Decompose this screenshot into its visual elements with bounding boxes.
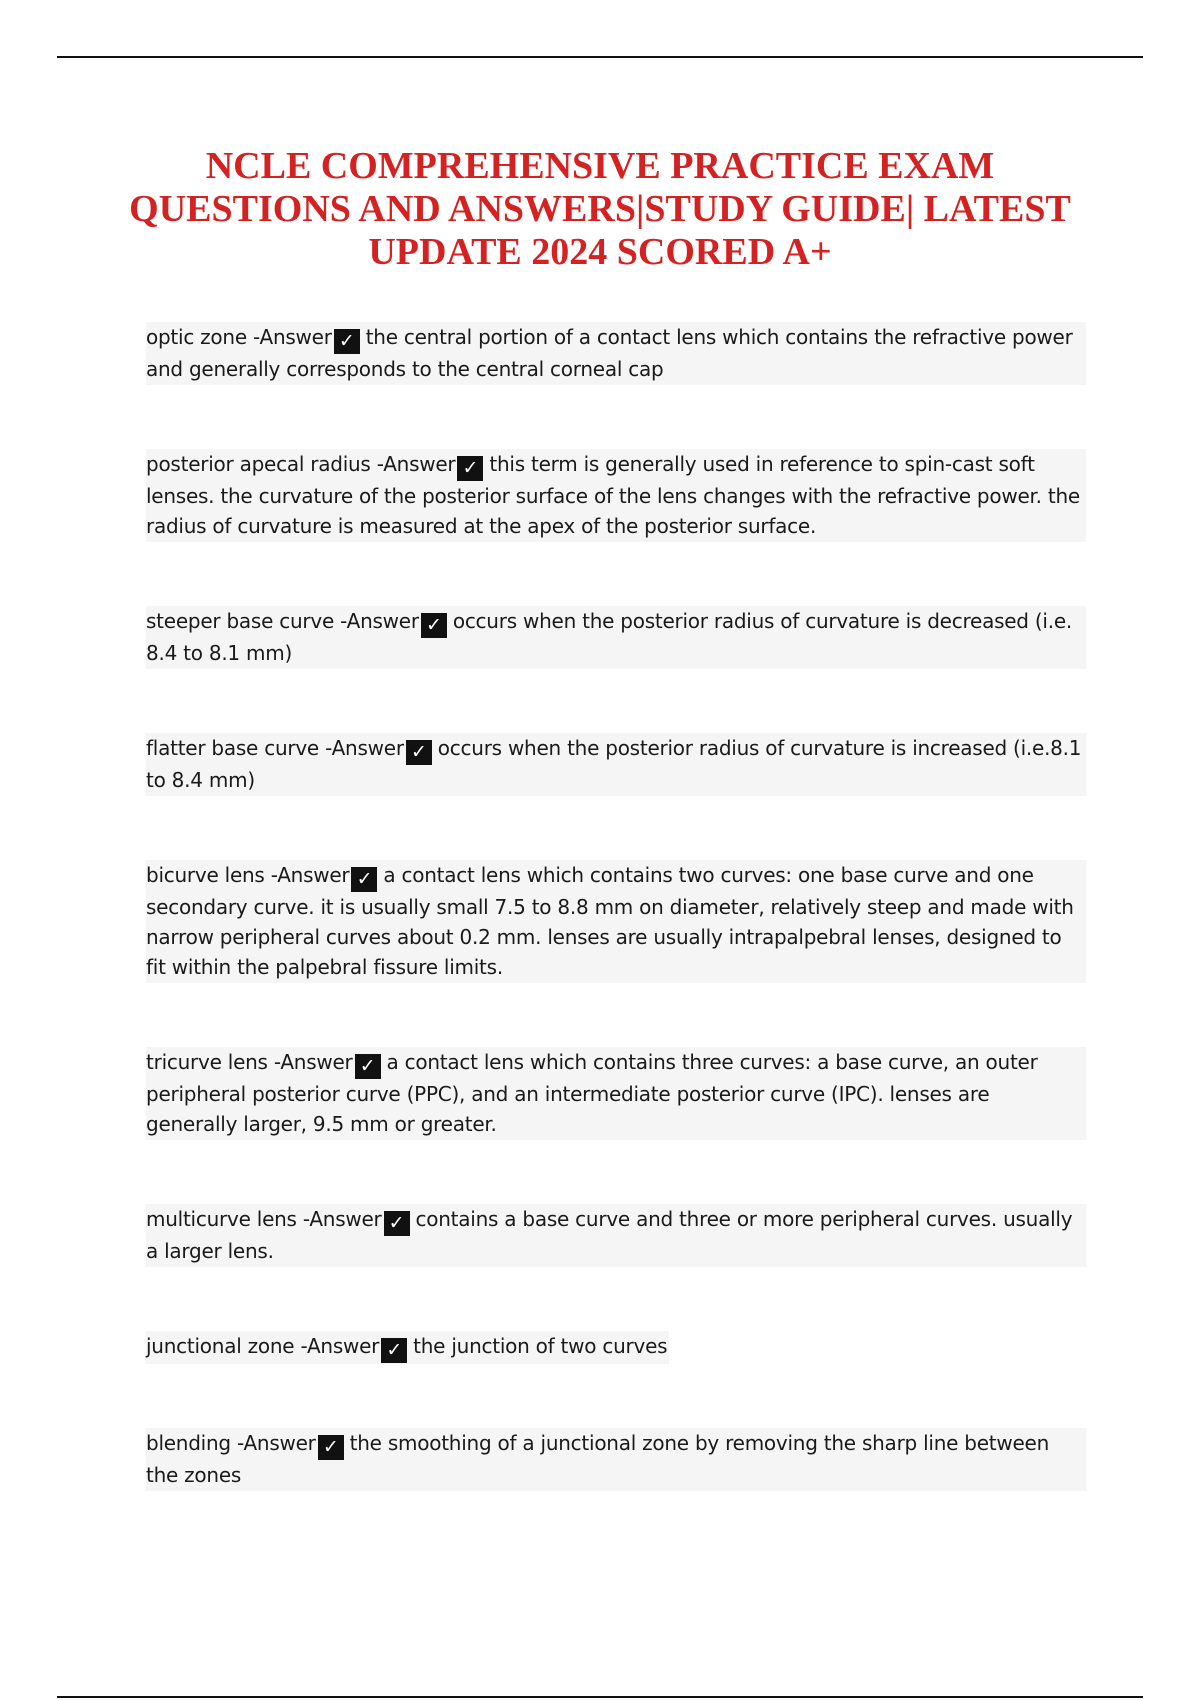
flashcard-entry — [146, 1047, 1086, 1140]
entry-term: flatter base curve -Answer — [146, 736, 404, 760]
entry-definition: a contact lens which contains three curves: a base curve, an outer peripheral posterior curve (PPC), and an intermediate posterior curve (IPC). lenses are generally larger, 9.5 mm or greater. — [146, 1050, 1038, 1136]
entry-definition: the junction of two curves — [413, 1334, 668, 1358]
flashcard-entry — [146, 449, 1086, 542]
entry-term: junctional zone -Answer — [146, 1334, 380, 1358]
title-line-1: NCLE COMPREHENSIVE PRACTICE EXAM — [205, 145, 995, 187]
top-rule — [57, 56, 1143, 58]
entry-definition: occurs when the posterior radius of curvature is increased (i.e.8.1 to 8.4 mm) — [146, 736, 1082, 792]
entry-term: steeper base curve -Answer — [146, 609, 419, 633]
checkbox-checked-icon: ✓ — [384, 1211, 410, 1236]
checkbox-checked-icon: ✓ — [355, 1054, 381, 1079]
entry-definition: the central portion of a contact lens which contains the refractive power and generally corresponds to the central corneal cap — [146, 325, 1073, 381]
flashcard-list — [146, 322, 1086, 1491]
flashcard-entry — [146, 606, 1086, 669]
checkbox-checked-icon: ✓ — [351, 867, 377, 892]
entry-term: tricurve lens -Answer — [146, 1050, 353, 1074]
checkbox-checked-icon: ✓ — [334, 329, 360, 354]
checkbox-checked-icon: ✓ — [421, 613, 447, 638]
entry-term: posterior apecal radius -Answer — [146, 452, 456, 476]
entry-definition: occurs when the posterior radius of curvature is decreased (i.e. 8.4 to 8.1 mm) — [146, 609, 1072, 665]
entry-term: bicurve lens -Answer — [146, 863, 350, 887]
flashcard-entry — [146, 322, 1086, 385]
checkbox-checked-icon: ✓ — [406, 740, 432, 765]
flashcard-entry — [146, 1331, 1086, 1364]
document-title — [100, 145, 1100, 274]
entry-definition: contains a base curve and three or more peripheral curves. usually a larger lens. — [146, 1207, 1073, 1263]
flashcard-entry — [146, 860, 1086, 983]
bottom-rule — [57, 1696, 1143, 1698]
flashcard-entry — [146, 733, 1086, 796]
flashcard-entry — [146, 1204, 1086, 1267]
checkbox-checked-icon: ✓ — [381, 1338, 407, 1363]
checkbox-checked-icon: ✓ — [457, 456, 483, 481]
checkbox-checked-icon: ✓ — [318, 1435, 344, 1460]
title-line-3: UPDATE 2024 SCORED A+ — [368, 231, 832, 273]
entry-term: optic zone -Answer — [146, 325, 332, 349]
entry-definition: this term is generally used in reference to spin-cast soft lenses. the curvature of the posterior surface of the lens changes with the refractive power. the radius of curvature is measured at the apex of the posterior surface. — [146, 452, 1080, 538]
entry-definition: a contact lens which contains two curves: one base curve and one secondary curve. it is usually small 7.5 to 8.8 mm on diameter, relatively steep and made with narrow peripheral curves about 0.2 mm. lenses are usually intrapalpebral lenses, designed to fit within the palpebral fissure limits. — [146, 863, 1074, 979]
entry-definition: the smoothing of a junctional zone by removing the sharp line between the zones — [146, 1431, 1050, 1487]
entry-term: blending -Answer — [146, 1431, 316, 1455]
title-line-2: QUESTIONS AND ANSWERS|STUDY GUIDE| LATEST — [129, 188, 1071, 230]
entry-term: multicurve lens -Answer — [146, 1207, 382, 1231]
flashcard-entry — [146, 1428, 1086, 1491]
